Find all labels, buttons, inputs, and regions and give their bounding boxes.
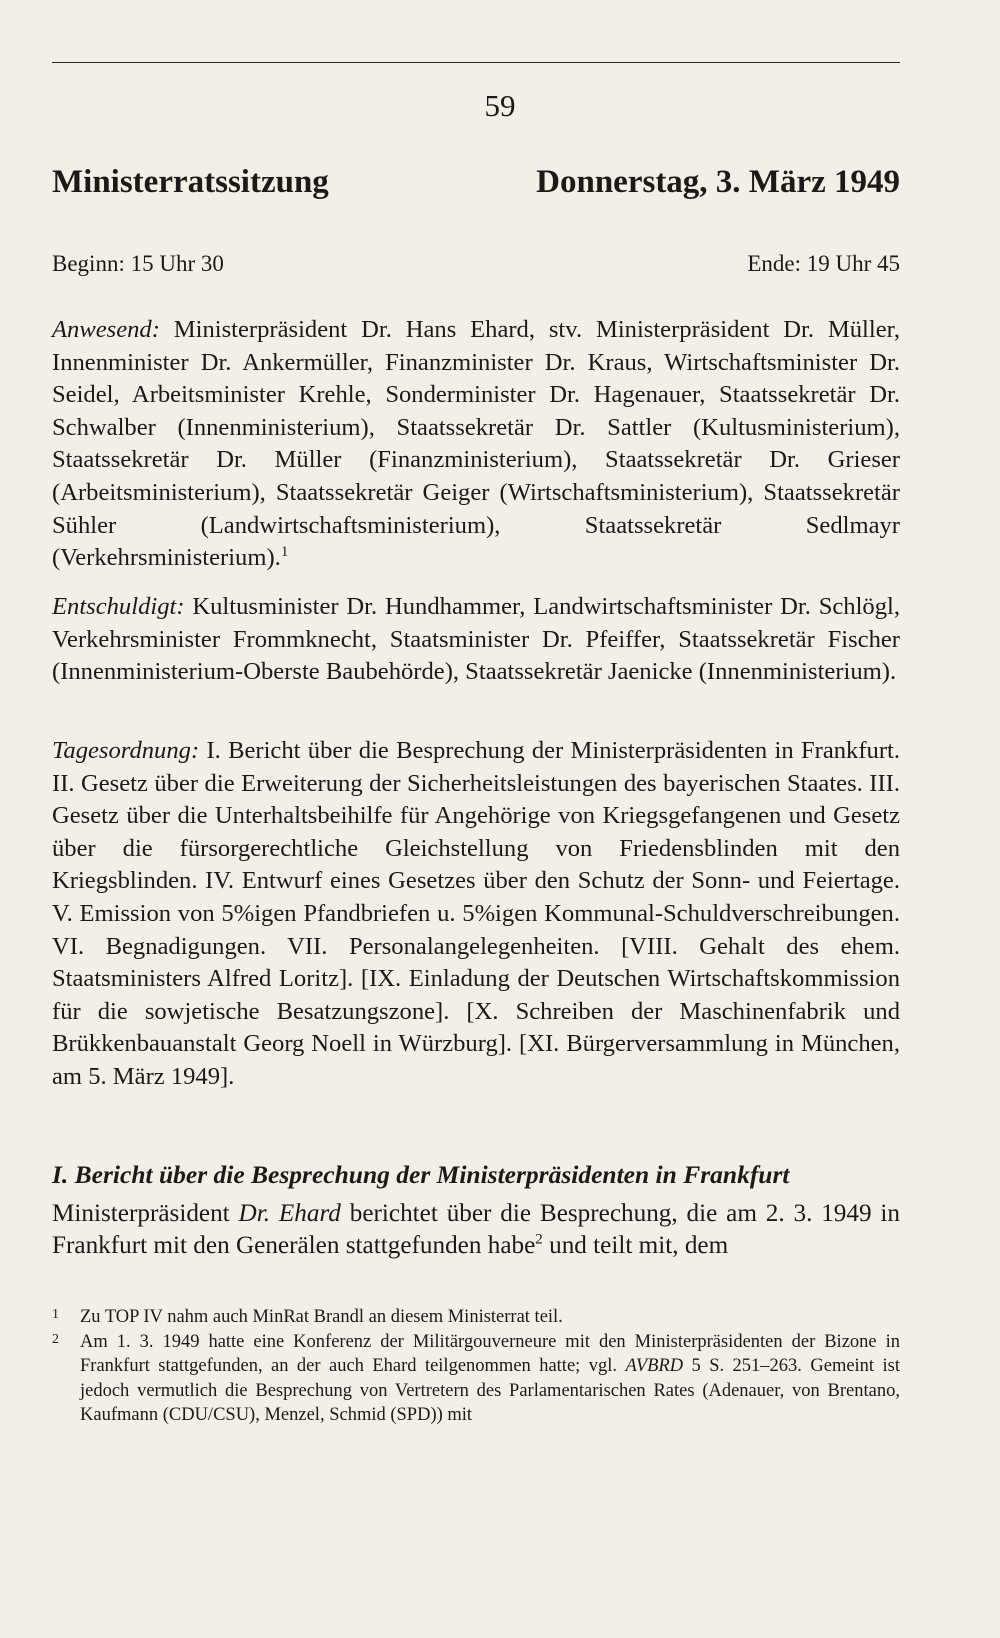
footnotes — [52, 1305, 900, 1428]
page-number: 59 — [484, 88, 516, 123]
body-text-end: und teilt mit, dem — [542, 1232, 729, 1259]
session-date: Donnerstag, 3. März 1949 — [536, 164, 900, 200]
footnote-citation: AVBRD — [625, 1356, 684, 1376]
excused-paragraph — [52, 591, 900, 689]
agenda-paragraph — [52, 735, 900, 1094]
footnote-ref-2[interactable]: 2 — [535, 1231, 543, 1248]
speaker-name: Dr. Ehard — [238, 1200, 341, 1227]
begin-time: Beginn: 15 Uhr 30 — [52, 251, 224, 276]
section-heading: I. Bericht über die Besprechung der Ministerpräsidenten in Frankfurt — [52, 1160, 790, 1189]
agenda-label: Tagesordnung: — [52, 737, 200, 764]
body-text-start: Ministerpräsident — [52, 1200, 239, 1227]
excused-label: Entschuldigt: — [52, 593, 185, 620]
excused-text: Kultusminister Dr. Hundhammer, Landwirtschaftsminister Dr. Schlögl, Verkehrsminister Frommknecht, Staatsminister Dr. Pfeiffer, Staatssekretär Fischer (Innenministerium-Oberste Baubehörde), Staatssekretär Jaenicke (Innenministerium). — [52, 593, 900, 686]
footnote-text — [80, 1330, 900, 1428]
session-title: Ministerratssitzung — [52, 164, 329, 200]
footnote-number: 1 — [52, 1307, 59, 1322]
footnote-text-before: Am 1. 3. 1949 hatte eine Konferenz der Militärgouverneure mit den Ministerpräsidenten der Bizone in Frankfurt stattgefunden, an der auch Ehard teilgenommen hatte; vgl. — [80, 1331, 900, 1376]
footnote-text: Zu TOP IV nahm auch MinRat Brandl an diesem Ministerrat teil. — [80, 1307, 563, 1327]
header-rule — [52, 62, 900, 63]
body-text-mid: berichtet über die Besprechung, die am 2. 3. 1949 in Frankfurt mit den Generälen stattgefunden habe — [52, 1200, 901, 1259]
end-time: Ende: 19 Uhr 45 — [747, 251, 900, 276]
section-body — [52, 1198, 900, 1262]
attendance-label: Anwesend: — [52, 316, 160, 343]
footnote-text-after: 5 S. 251–263. Gemeint ist jedoch vermutlich die Besprechung von Vertretern des Parlamentarischen Rates (Adenauer, von Brentano, Kaufmann (CDU/CSU), Menzel, Schmid (SPD)) mit — [80, 1356, 900, 1425]
footnote-number: 2 — [52, 1331, 59, 1347]
attendance-paragraph — [52, 314, 900, 575]
footnote-ref-1[interactable]: 1 — [280, 543, 289, 560]
agenda-text: I. Bericht über die Besprechung der Ministerpräsidenten in Frankfurt. II. Gesetz über die Erweiterung der Sicherheitsleistungen des bayerischen Staates. III. Gesetz über die Unterhaltsbeihilfe für Angehörige von Kriegsgefangenen und Gesetz über die fürsorgerechtliche Gleichstellung von Friedensblinden mit den Kriegsblinden. IV. Entwurf eines Gesetzes über den Schutz der Sonn- und Feiertage. V. Emission von 5%igen Pfandbriefen u. 5%igen Kommunal-Schuldverschreibungen. VI. Begnadigungen. VII. Personalangelegenheiten. [VIII. Gehalt des ehem. Staatsministers Alfred Loritz]. [IX. Einladung der Deutschen Wirtschaftskommission für die sowjetische Besatzungszone]. [X. Schreiben der Maschinenfabrik und Brükkenbauanstalt Georg Noell in Würzburg]. [XI. Bürgerversammlung in München, am 5. März 1949]. — [52, 737, 900, 1090]
footnote — [52, 1330, 900, 1428]
footnote — [52, 1305, 900, 1330]
attendance-text: Ministerpräsident Dr. Hans Ehard, stv. Ministerpräsident Dr. Müller, Innenminister Dr. Ankermüller, Finanzminister Dr. Kraus, Wirtschaftsminister Dr. Seidel, Arbeitsminister Krehle, Sonderminister Dr. Hagenauer, Staatssekretär Dr. Schwalber (Innenministerium), Staatssekretär Dr. Sattler (Kultusministerium), Staatssekretär Dr. Müller (Finanzministerium), Staatssekretär Dr. Grieser (Arbeitsministerium), Staatssekretär Geiger (Wirtschaftsministerium), Staatssekretär Sühler (Landwirtschaftsministerium), Staatssekretär Sedlmayr (Verkehrsministerium). — [52, 316, 900, 572]
